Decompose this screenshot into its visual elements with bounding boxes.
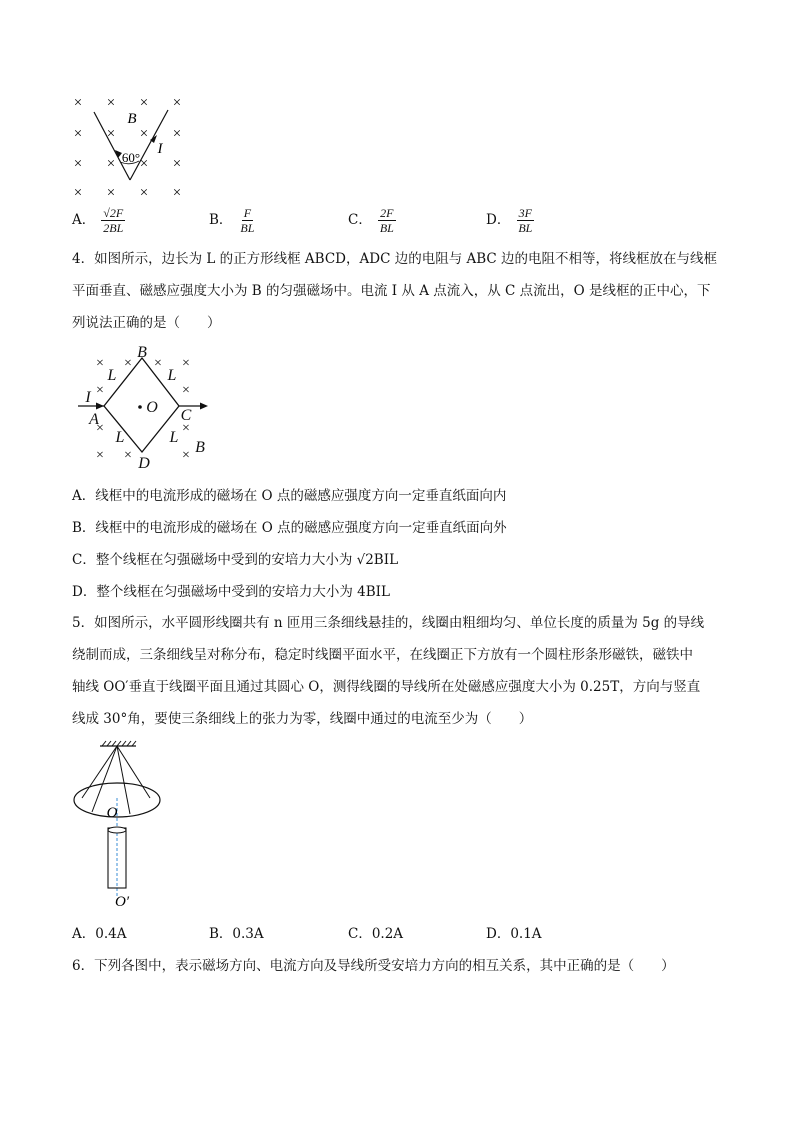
field-cross: × <box>182 356 190 371</box>
field-cross: × <box>96 448 104 463</box>
angle-label: 60° <box>121 150 141 165</box>
field-cross: × <box>182 383 190 398</box>
q4-option-b: B．线框中的电流形成的磁场在 O 点的磁感应强度方向一定垂直纸面向外 <box>72 520 507 536</box>
q6-stem-line: 6．下列各图中，表示磁场方向、电流方向及导线所受安培力方向的相互关系，其中正确的是（ ） <box>72 958 675 974</box>
field-cross: × <box>172 185 182 201</box>
q5-option-d: D．0.1A <box>486 926 542 942</box>
q5-option-b: B．0.3A <box>209 926 264 942</box>
q3-option-a: A． $\frac{√2F}{2BL}$ <box>72 206 124 235</box>
q4-option-d: D．整个线框在匀强磁场中受到的安培力大小为 4BIL <box>72 584 390 600</box>
field-cross: × <box>139 126 149 142</box>
field-cross: × <box>73 185 83 201</box>
side-l: L <box>115 429 125 446</box>
field-cross: × <box>154 356 162 371</box>
label-b: B <box>127 111 137 127</box>
field-cross: × <box>73 126 83 142</box>
field-cross: × <box>73 95 83 111</box>
field-cross: × <box>182 448 190 463</box>
q3-option-c: C． $\frac{2F}{BL}$ <box>348 206 394 235</box>
field-cross: × <box>73 156 83 172</box>
field-cross: × <box>124 448 132 463</box>
side-l: L <box>169 429 179 446</box>
field-cross: × <box>172 95 182 111</box>
q3-option-d: D． $\frac{3F}{BL}$ <box>486 206 533 235</box>
vertex-b: B <box>137 344 147 361</box>
side-l: L <box>107 367 117 384</box>
q4-stem-line: 平面垂直、磁感应强度大小为 B 的匀强磁场中。电流 I 从 A 点流入，从 C 点流出，O 是线框的正中心，下 <box>72 283 711 299</box>
q5-stem-line: 5．如图所示，水平圆形线圈共有 n 匝用三条细线悬挂的，线圈由粗细均匀、单位长度的质量为 5g 的导线 <box>72 615 705 631</box>
q5-stem-line: 轴线 OO′垂直于线圈平面且通过其圆心 O，测得线圈的导线所在处磁感应强度大小为 0.25T，方向与竖直 <box>72 679 701 695</box>
q5-option-a: A．0.4A <box>72 926 127 942</box>
q3-option-b: B． $\frac{F}{BL}$ <box>209 206 255 235</box>
field-cross: × <box>106 95 116 111</box>
field-cross: × <box>182 421 190 436</box>
vertex-c: C <box>180 407 192 424</box>
point-o-prime: O′ <box>114 894 130 910</box>
center-o: O <box>146 399 158 416</box>
figure-v-wire <box>66 90 196 202</box>
figure-square-frame <box>72 344 222 472</box>
point-o: O <box>106 805 118 821</box>
q5-stem-line: 绕制而成，三条细线呈对称分布，稳定时线圈平面水平，在线圈正下方放有一个圆柱形条形磁铁，磁铁中 <box>72 647 693 663</box>
q4-option-a: A．线框中的电流形成的磁场在 O 点的磁感应强度方向一定垂直纸面向内 <box>72 488 507 504</box>
field-cross: × <box>106 185 116 201</box>
field-b: B <box>195 439 205 456</box>
field-cross: × <box>106 156 116 172</box>
field-cross: × <box>96 383 104 398</box>
q5-option-c: C．0.2A <box>348 926 404 942</box>
q4-stem-line: 4．如图所示，边长为 L 的正方形线框 ABCD，ADC 边的电阻与 ABC 边的电阻不相等，将线框放在与线框 <box>72 251 718 267</box>
field-cross: × <box>172 156 182 172</box>
vertex-a: A <box>89 411 99 428</box>
field-cross: × <box>139 185 149 201</box>
vertex-d: D <box>138 455 150 472</box>
field-cross: × <box>139 95 149 111</box>
figure-coil-magnet <box>72 740 172 910</box>
label-i: I <box>157 141 163 157</box>
q4-option-c: C．整个线框在匀强磁场中受到的安培力大小为 √2BIL <box>72 552 399 568</box>
field-cross: × <box>124 356 132 371</box>
current-i: I <box>85 389 91 406</box>
field-cross: × <box>172 126 182 142</box>
q4-stem-line: 列说法正确的是（ ） <box>72 315 221 331</box>
field-cross: × <box>96 421 104 436</box>
field-cross: × <box>139 156 149 172</box>
field-cross: × <box>106 126 116 142</box>
side-l: L <box>167 367 177 384</box>
field-cross: × <box>96 356 104 371</box>
q5-stem-line: 线成 30°角，要使三条细线上的张力为零，线圈中通过的电流至少为（ ） <box>72 711 533 727</box>
